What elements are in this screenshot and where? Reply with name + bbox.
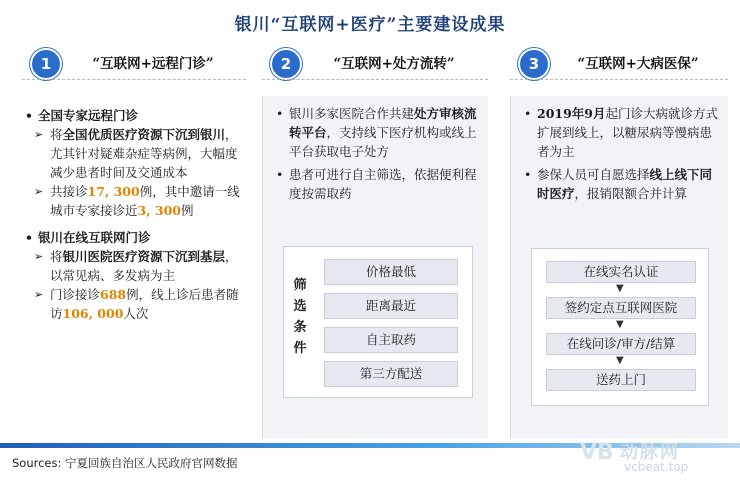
text-run: 门诊接诊 [50,287,101,302]
logo-text: 动脉网 [620,442,680,463]
column-header [262,44,488,82]
down-arrow-icon: ▼ [616,283,624,294]
text-run: 将 [50,249,63,264]
flow-step: 送药上门 [546,369,696,391]
column-header [22,44,246,82]
logo-mark: VB [580,440,614,465]
column-insurance [510,44,728,387]
filter-option: 距离最近 [324,293,458,319]
text-run: 将 [50,127,63,142]
highlight-number: 17, 300 [87,184,140,199]
point-bullet [521,104,720,161]
text-run: 例，线上诊后患者随访 [50,287,239,321]
logo-url: vcbeat.top [624,460,689,474]
text-run: 参保人员可自愿选择 [537,167,650,182]
sub-bullet [22,247,246,285]
column-panel [510,96,728,438]
bold-text: 银川医院医疗资源下沉到基层 [62,249,226,264]
column-prescription [262,44,488,381]
bold-text: 全国优质医疗资源下沉到银川 [62,127,226,142]
text-run: 例，其中邀请一线城市专家接诊近 [50,184,240,218]
highlight-number: 688 [100,287,127,302]
down-arrow-icon: ▼ [616,319,624,330]
sub-bullet [22,182,246,220]
text-run: ，尤其针对疑难杂症等病例，大幅度减少患者时间及交通成本 [50,127,238,180]
column-heading: “互联网+远程门诊” [92,56,214,72]
bold-text: 处方审核流转平台 [289,106,477,140]
flow-step: 签约定点互联网医院 [546,297,696,319]
text-run: 共接诊 [50,184,88,199]
process-flow [531,248,709,406]
filter-option: 第三方配送 [324,361,458,387]
flow-step: 在线实名认证 [546,261,696,283]
vcbeat-logo [580,436,730,476]
number-badge: 1 [30,48,62,80]
highlight-number: 3, 300 [137,203,182,218]
text-run: ，支持线下医疗机构或线上平台获取电子处方 [289,125,477,159]
column-panel [22,102,246,444]
point-bullet [273,104,478,161]
number-badge: 2 [270,48,302,80]
down-arrow-icon: ▼ [616,355,624,366]
point-bullet [273,165,478,203]
sub-bullet [22,285,246,323]
page-title: 银川“互联网+医疗”主要建设成果 [234,15,506,35]
text-run: 例 [181,203,194,218]
section-bullet: • 银川在线互联网门诊 [22,228,246,247]
text-run: 人次 [123,306,149,321]
text-run: ，报销限额合并计算 [574,186,688,201]
sub-bullet [22,125,246,182]
column-header [510,44,728,82]
header-divider [262,79,488,80]
column-remote-clinic [22,44,246,321]
filter-option: 价格最低 [324,259,458,285]
bold-text: 2019年9月 [537,106,606,121]
filter-box [283,246,473,398]
flow-step: 在线问诊/审方/结算 [546,333,696,355]
text-run: 起门诊大病就诊方式扩展到线上，以糖尿病等慢病患者为主 [537,106,719,159]
column-heading: “互联网+处方流转” [333,56,455,72]
text-run: ，以常见病、多发病为主 [50,249,238,283]
text-run: 患者可进行自主筛选，依据便利程度按需取药 [289,167,477,201]
bold-text: 线上线下同时医疗 [537,167,713,201]
column-panel [262,96,488,438]
highlight-number: 106, 000 [62,306,124,321]
section-bullet: • 全国专家远程门诊 [22,106,246,125]
header-divider [510,79,728,80]
header-divider [22,79,246,80]
sources-note: Sources: 宁夏回族自治区人民政府官网数据 [12,456,238,470]
filter-option: 自主取药 [324,327,458,353]
filter-label: 筛选条件 [293,278,307,356]
number-badge: 3 [518,48,550,80]
column-heading: “互联网+大病医保” [577,56,699,72]
text-run: 银川多家医院合作共建 [289,106,415,121]
point-bullet [521,165,720,203]
